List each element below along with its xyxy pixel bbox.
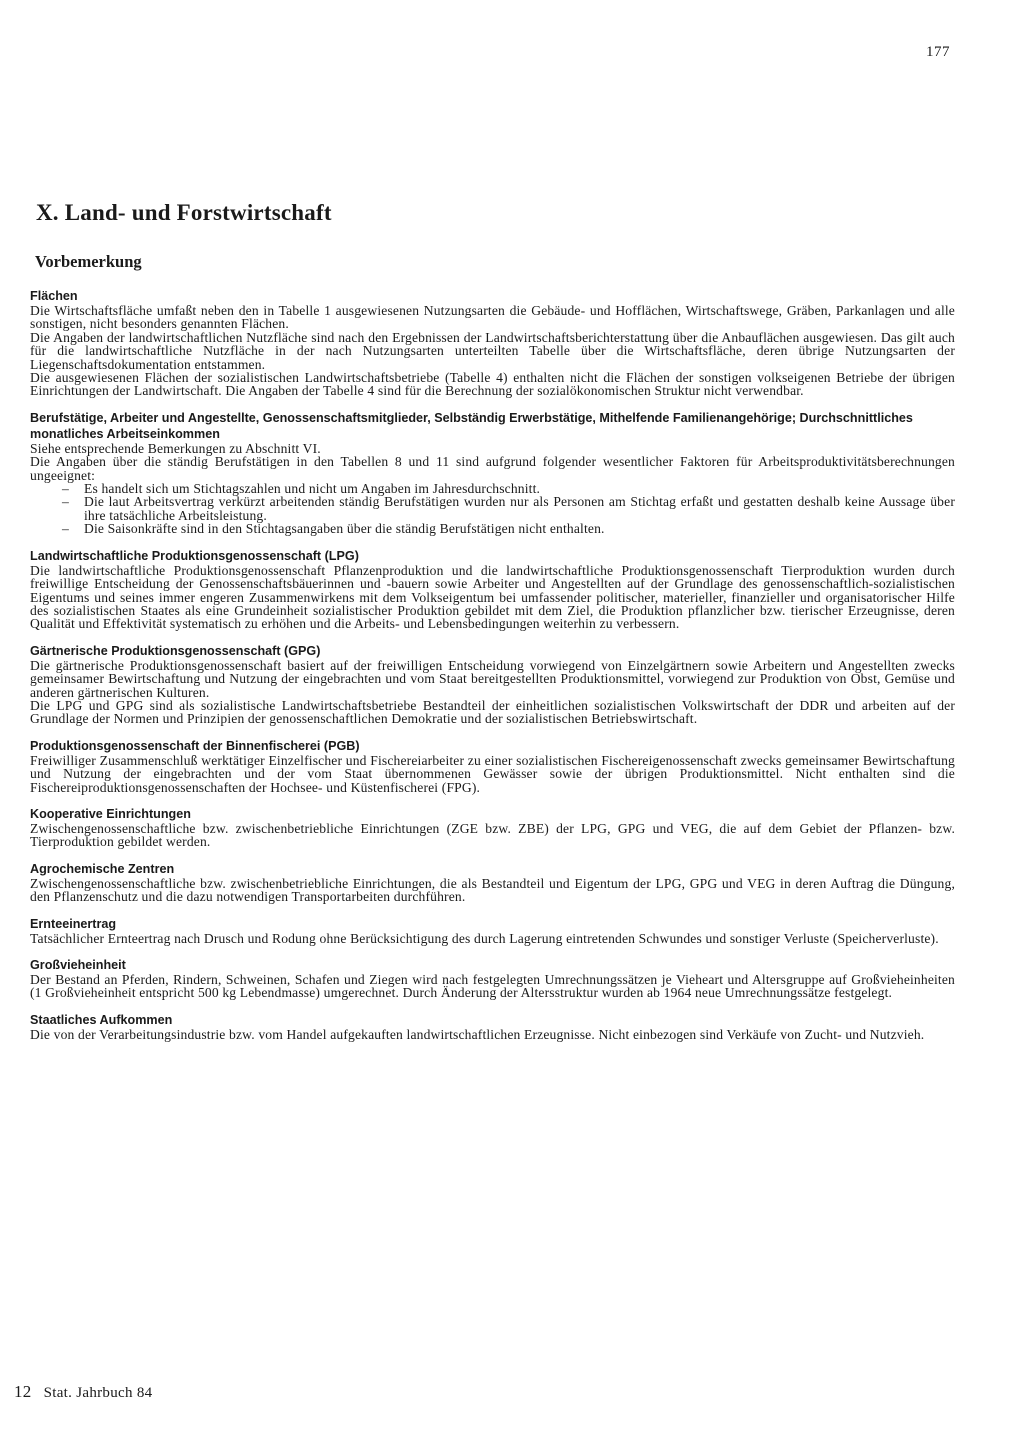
section-paragraph: Die gärtnerische Produktionsgenossenschaft basiert auf der freiwilligen Entscheidung vorwiegend von Einzelgärtnern sowie Arbeitern und Angestellten zwecks gemeinsamer Bewirtschaftung und Nutzung der eingebrachten und vom Staat bereitgestellten Produktionsmittel, vorwiegend zur Produktion von Obst, Gemüse und anderen gärtnerischen Kulturen. bbox=[30, 657, 955, 700]
section-heading: Kooperative Einrichtungen bbox=[30, 806, 191, 821]
section-heading: Berufstätige, Arbeiter und Angestellte, Genossenschaftsmitglieder, Selbständig Erwerbstätige, Mithelfende Familienangehörige; Durchschnittliches monatliches Arbeitseinkommen bbox=[30, 410, 913, 441]
page-content bbox=[30, 200, 955, 1041]
bullet-item bbox=[30, 482, 955, 495]
section bbox=[30, 1012, 955, 1041]
section-heading: Ernteeinertrag bbox=[30, 916, 117, 931]
publication-title: Stat. Jahrbuch 84 bbox=[43, 1385, 153, 1401]
dash-icon: – bbox=[62, 494, 69, 510]
bullet-item bbox=[30, 495, 955, 522]
section-paragraph: Der Bestand an Pferden, Rindern, Schweinen, Schafen und Ziegen wird nach festgelegten Umrechnungssätzen je Vieheart und Altersgruppe auf Großvieheinheiten (1 Großvieheinheit entspricht 500 kg Lebendmasse) umgerechnet. Durch Änderung der Altersstruktur wurden ab 1964 neue Umrechnungssätze festgelegt. bbox=[30, 972, 955, 1001]
section-paragraph: Zwischengenossenschaftliche bzw. zwischenbetriebliche Einrichtungen, die als Bestandteil und Eigentum der LPG, GPG und VEG in deren Auftrag die Düngung, den Pflanzenschutz und die dazu notwendigen Transportarbeiten durchführen. bbox=[30, 875, 955, 905]
section bbox=[30, 861, 955, 904]
dash-icon: – bbox=[62, 481, 69, 497]
section-paragraph: Die Wirtschaftsfläche umfaßt neben den in Tabelle 1 ausgewiesenen Nutzungsarten die Gebäude- und Hofflächen, Wirtschaftswege, Gräben, Parkanlagen und alle sonstigen, nicht besonders genannten Flächen. bbox=[30, 303, 955, 332]
section bbox=[30, 548, 955, 631]
section bbox=[30, 957, 955, 1000]
section-heading: Agrochemische Zentren bbox=[30, 861, 175, 876]
section-heading: Großvieheinheit bbox=[30, 958, 126, 972]
section bbox=[30, 410, 955, 536]
bullet-list bbox=[30, 482, 955, 536]
page-footer bbox=[14, 1382, 152, 1402]
sections-container bbox=[30, 288, 955, 1041]
sheet-number: 12 bbox=[14, 1382, 32, 1401]
section-heading: Produktionsgenossenschaft der Binnenfischerei (PGB) bbox=[30, 738, 360, 753]
section-paragraph: Die Angaben der landwirtschaftlichen Nutzfläche sind nach den Ergebnissen der Landwirtschaftsberichterstattung über die Anbauflächen ausgewiesen. Das gilt auch für die landwirtschaftliche Nutzfläche in der nach Nutzungsarten unterteilten Tabelle über die Wirtschaftsfläche, deren übrige Nutzungsarten der Liegenschaftsdokumentation entstammen. bbox=[30, 329, 955, 372]
section-paragraph: Die von der Verarbeitungsindustrie bzw. vom Handel aufgekauften landwirtschaftlichen Erzeugnisse. Nicht einbezogen sind Verkäufe von Zucht- und Nutzvieh. bbox=[30, 1026, 925, 1042]
section-paragraph: Tatsächlicher Ernteertrag nach Drusch und Rodung ohne Berücksichtigung des durch Lagerung eintretenden Schwundes und sonstiger Verluste (Speicherverluste). bbox=[30, 930, 939, 946]
section-paragraph: Die Angaben über die ständig Berufstätigen in den Tabellen 8 und 11 sind aufgrund folgender wesentlicher Faktoren für Arbeitsproduktivitätsberechnungen ungeeignet: bbox=[30, 454, 955, 483]
section-paragraph: Zwischengenossenschaftliche bzw. zwischenbetriebliche Einrichtungen (ZGE bzw. ZBE) der LPG, GPG und VEG, die auf dem Gebiet der Pflanzen- bzw. Tierproduktion gebildet werden. bbox=[30, 820, 955, 850]
section-paragraph: Freiwilliger Zusammenschluß werktätiger Einzelfischer und Fischereiarbeiter zu einer sozialistischen Fischereigenossenschaft zwecks gemeinsamer Bewirtschaftung und Nutzung der eingebrachten und der vom Staat übernommenen Gewässer sowie der übrigen Produktionsmittel. Nicht enthalten sind die Fischereiproduktionsgenossenschaften der Hochsee- und Küstenfischerei (FPG). bbox=[30, 752, 955, 795]
section bbox=[30, 916, 955, 945]
section-paragraph: Die LPG und GPG sind als sozialistische Landwirtschaftsbetriebe Bestandteil der einheitlichen sozialistischen Volkswirtschaft der DDR und arbeiten auf der Grundlage der Normen und Prinzipien der genossenschaftlichen Demokratie und der sozialistischen Betriebswirtschaft. bbox=[30, 697, 955, 727]
intro-heading: Vorbemerkung bbox=[35, 252, 142, 271]
dash-icon: – bbox=[62, 521, 69, 537]
bullet-text: Es handelt sich um Stichtagszahlen und nicht um Angaben im Jahresdurchschnitt. bbox=[84, 481, 541, 497]
bullet-text: Die Saisonkräfte sind in den Stichtagsangaben über die ständig Berufstätigen nicht enthalten. bbox=[84, 521, 605, 537]
section-heading: Gärtnerische Produktionsgenossenschaft (GPG) bbox=[30, 643, 321, 658]
section-heading: Landwirtschaftliche Produktionsgenossenschaft (LPG) bbox=[30, 548, 359, 563]
section-heading: Staatliches Aufkommen bbox=[30, 1012, 173, 1027]
section-heading: Flächen bbox=[30, 289, 78, 303]
bullet-text: Die laut Arbeitsvertrag verkürzt arbeitenden ständig Berufstätigen wurden nur als Personen am Stichtag erfaßt und gestatten deshalb keine Aussage über ihre tatsächliche Arbeitsleistung. bbox=[84, 494, 955, 523]
section bbox=[30, 738, 955, 794]
section-paragraph: Siehe entsprechende Bemerkungen zu Abschnitt VI. bbox=[30, 440, 321, 456]
bullet-item bbox=[30, 522, 955, 535]
section bbox=[30, 806, 955, 849]
section-paragraph: Die ausgewiesenen Flächen der sozialistischen Landwirtschaftsbetriebe (Tabelle 4) enthalten nicht die Flächen der sonstigen volkseigenen Betriebe der übrigen Einrichtungen der Landwirtschaft. Die Angaben der Tabelle 4 sind für die Berechnung der sozialökonomischen Struktur nicht verwendbar. bbox=[30, 370, 955, 399]
section bbox=[30, 643, 955, 726]
page-number: 177 bbox=[926, 44, 950, 60]
chapter-title: X. Land- und Forstwirtschaft bbox=[36, 200, 332, 225]
section bbox=[30, 288, 955, 398]
section-paragraph: Die landwirtschaftliche Produktionsgenossenschaft Pflanzenproduktion und die landwirtschaftliche Produktionsgenossenschaft Tierproduktion wurden durch freiwillige Entscheidung der Genossenschaftsbäuerinnen und -bauern sowie Arbeiter und Angestellten auf der Grundlage des genossenschaftlich-sozialistischen Eigentums und seines immer engeren Zusammenwirkens mit dem Volkseigentum bei umfassender politischer, materieller, finanzieller und organisatorischer Hilfe des sozialistischen Staates als eine Grundeinheit sozialistischer Produktion gebildet mit dem Ziel, die Produktion pflanzlicher bzw. tierischer Erzeugnisse, deren Qualität und Effektivität systematisch zu erhöhen und die Arbeits- und Lebensbedingungen weiterhin zu verbessern. bbox=[30, 562, 955, 632]
